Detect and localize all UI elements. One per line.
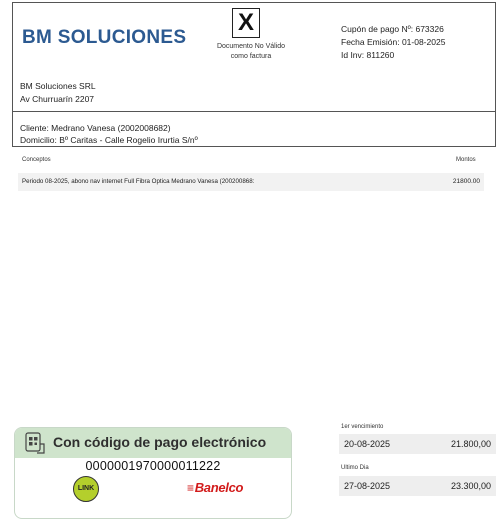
document-note (210, 42, 292, 62)
issue-date: Fecha Emisión: 01-08-2025 (341, 37, 446, 47)
invoice-id: Id Inv: 811260 (341, 50, 395, 60)
row-amount: 21800.00 (452, 178, 480, 185)
company-logo: BM SOLUCIONES (22, 27, 187, 48)
column-header-concepts: Conceptos (22, 157, 51, 163)
first-due-label: 1er vencimiento (341, 424, 384, 430)
document-meta (341, 23, 445, 62)
last-due-date: 27-08-2025 (344, 481, 391, 491)
payment-code: 0000001970000011222 (85, 459, 221, 473)
first-due-date: 20-08-2025 (344, 439, 391, 449)
client-address: Domicilio: Bº Caritas - Calle Rogelio Irurtia S/nº (20, 135, 198, 145)
company-address: Av Churruarín 2207 (20, 94, 95, 104)
link-logo: LINK (73, 476, 99, 502)
first-due-row (339, 434, 496, 454)
last-due-row (339, 476, 496, 496)
payment-card-header (15, 428, 291, 458)
electronic-payment-card (14, 427, 292, 519)
company-info (20, 80, 96, 106)
company-name: BM Soluciones SRL (20, 81, 96, 91)
document-note-line-1: Documento No Válido (216, 43, 286, 50)
column-header-amounts: Montos (456, 157, 476, 163)
last-due-label: Ultimo Dia (341, 465, 369, 471)
client-info (20, 122, 198, 146)
document-type-box: X (232, 8, 260, 38)
coupon-number: Cupón de pago Nº: 673326 (341, 24, 444, 34)
banelco-logo-text: Banelco (194, 480, 244, 495)
first-due-amount: 21.800,00 (450, 439, 491, 449)
header-divider (13, 111, 495, 112)
row-description: Periodo 08-2025, abono nav internet Full Fibra Optica Medrano Vanesa (200200868: (22, 178, 255, 185)
banelco-logo: ≡Banelco (187, 480, 244, 495)
last-due-amount: 23.300,00 (450, 481, 491, 491)
client-name: Cliente: Medrano Vanesa (2002008682) (20, 123, 171, 133)
qr-code-icon (25, 432, 45, 454)
table-row (18, 173, 484, 191)
payment-card-title: Con código de pago electrónico (53, 434, 267, 450)
document-note-line-2: como factura (230, 53, 272, 60)
